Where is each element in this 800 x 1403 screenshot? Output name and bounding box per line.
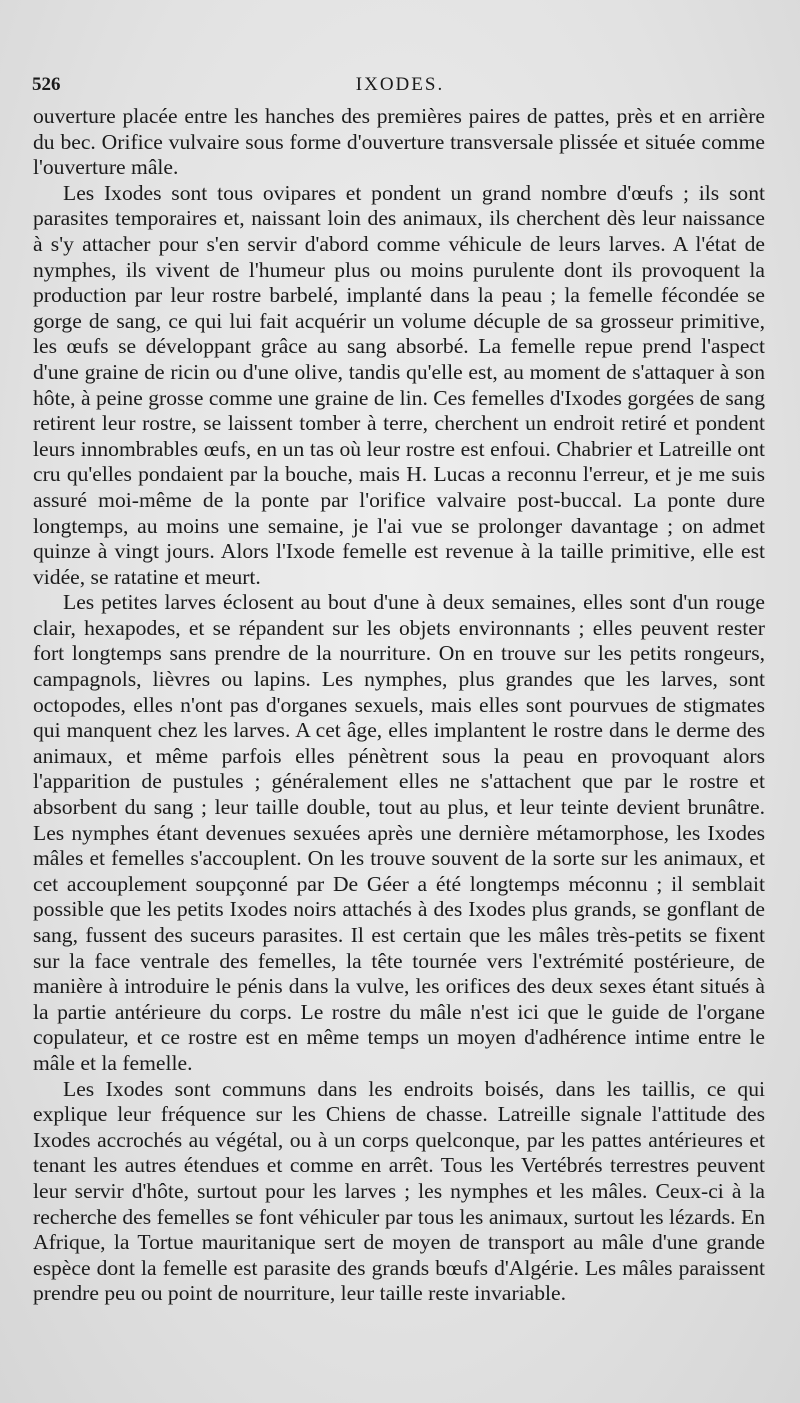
page-number: 526 xyxy=(32,74,61,95)
body-text xyxy=(33,104,765,1307)
paragraph-continued: ouverture placée entre les hanches des premières paires de pattes, près et en arrière du bec. Orifice vulvaire sous forme d'ouverture transversale plissée et située comme l'ouverture mâle. xyxy=(33,104,765,180)
page-header xyxy=(32,74,768,100)
paragraph: Les petites larves éclosent au bout d'une à deux semaines, elles sont d'un rouge clair, hexapodes, et se répandent sur les objets environnants ; elles peuvent rester fort longtemps sans prendre de la nourriture. On en trouve sur les petits rongeurs, campagnols, lièvres ou lapins. Les nymphes, plus grandes que les larves, sont octopodes, elles n'ont pas d'organes sexuels, mais elles sont pourvues de stigmates qui manquent chez les larves. A cet âge, elles implantent le rostre dans le derme des animaux, et même parfois elles pénètrent sous la peau en provoquant alors l'apparition de pustules ; généralement elles ne s'attachent que par le rostre et absorbent du sang ; leur taille double, tout au plus, et leur teinte devient brunâtre. Les nymphes étant devenues sexuées après une dernière métamorphose, les Ixodes mâles et femelles s'accouplent. On les trouve souvent de la sorte sur les animaux, et cet accouplement soupçonné par De Géer a été longtemps méconnu ; il semblait possible que les petits Ixodes noirs attachés à des Ixodes plus grands, se gonflant de sang, fussent des suceurs parasites. Il est certain que les mâles très-petits se fixent sur la face ventrale des femelles, la tête tournée vers l'extrémité postérieure, de manière à introduire le pénis dans la vulve, les orifices des deux sexes étant situés à la partie antérieure du corps. Le rostre du mâle n'est ici que le guide de l'organe copulateur, et ce rostre est en même temps un moyen d'adhérence intime entre le mâle et la femelle. xyxy=(33,590,765,1075)
paragraph: Les Ixodes sont communs dans les endroits boisés, dans les taillis, ce qui explique leur fréquence sur les Chiens de chasse. Latreille signale l'attitude des Ixodes accrochés au végétal, ou à un corps quelconque, par les pattes antérieures et tenant les autres étendues et comme en arrêt. Tous les Vertébrés terrestres peuvent leur servir d'hôte, surtout pour les larves ; les nymphes et les mâles. Ceux-ci à la recherche des femelles se font véhiculer par tous les animaux, surtout les lézards. En Afrique, la Tortue mauritanique sert de moyen de transport au mâle d'une grande espèce dont la femelle est parasite des grands bœufs d'Algérie. Les mâles paraissent prendre peu ou point de nourriture, leur taille reste invariable. xyxy=(33,1076,765,1306)
paragraph: Les Ixodes sont tous ovipares et pondent un grand nombre d'œufs ; ils sont parasites temporaires et, naissant loin des animaux, ils cherchent dès leur naissance à s'y attacher pour s'en servir d'abord comme véhicule de leurs larves. A l'état de nymphes, ils vivent de l'humeur plus ou moins purulente dont ils provoquent la production par leur rostre barbelé, implanté dans la peau ; la femelle fécondée se gorge de sang, ce qui lui fait acquérir un volume décuple de sa grosseur primitive, les œufs se développant grâce au sang absorbé. La femelle repue prend l'aspect d'une graine de ricin ou d'une olive, tandis qu'elle est, au moment de s'attaquer à son hôte, à peine grosse comme une graine de lin. Ces femelles d'Ixodes gorgées de sang retirent leur rostre, se laissent tomber à terre, cherchent un endroit retiré et pondent leurs innombrables œufs, en un tas où leur rostre est enfoui. Chabrier et Latreille ont cru qu'elles pondaient par la bouche, mais H. Lucas a reconnu l'erreur, et je me suis assuré moi-même de la ponte par l'orifice valvaire post-buccal. La ponte dure longtemps, au moins une semaine, je l'ai vue se prolonger davantage ; on admet quinze à vingt jours. Alors l'Ixode femelle est revenue à la taille primitive, elle est vidée, se ratatine et meurt. xyxy=(33,180,765,589)
running-head: IXODES. xyxy=(355,74,445,95)
